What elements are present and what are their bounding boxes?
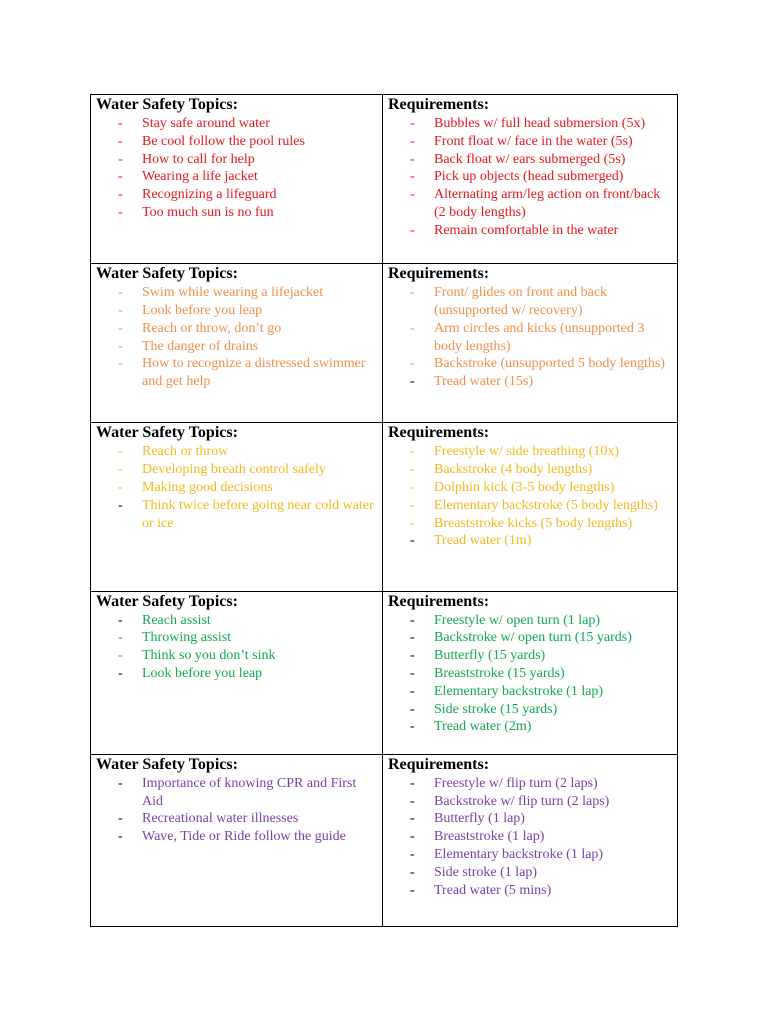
list-item: [383, 701, 677, 719]
list-item: [91, 355, 382, 391]
item-text: Backstroke (4 body lengths): [434, 462, 593, 478]
item-text: Freestyle w/ open turn (1 lap): [434, 612, 601, 628]
bullet-dash: -: [118, 204, 123, 220]
topics-heading: Water Safety Topics:: [96, 96, 238, 113]
list-item: [91, 151, 382, 169]
list-item: [383, 284, 677, 320]
bullet-dash: -: [410, 133, 415, 149]
list-item: [383, 718, 677, 736]
level-row: [91, 95, 678, 264]
item-text: Elementary backstroke (1 lap): [434, 846, 604, 862]
item-text: Be cool follow the pool rules: [142, 133, 305, 149]
water-safety-table: [90, 94, 678, 927]
requirements-cell: [383, 423, 678, 591]
list-item: [91, 204, 382, 222]
bullet-dash: -: [118, 116, 123, 131]
list-item: [91, 775, 382, 811]
topics-cell: [91, 423, 383, 591]
list-item: [91, 115, 382, 133]
item-text: Think so you don’t sink: [142, 648, 276, 664]
bullet-dash: -: [118, 829, 123, 845]
bullet-dash: -: [410, 701, 415, 717]
topics-cell: [91, 591, 383, 754]
item-text: Backstroke (unsupported 5 body lengths): [434, 356, 665, 372]
list-item: [383, 665, 677, 683]
topics-list: [91, 115, 382, 222]
bullet-dash: -: [410, 515, 415, 531]
list-item: [383, 647, 677, 665]
list-item: [91, 133, 382, 151]
bullet-dash: -: [410, 187, 415, 203]
item-text: Backstroke w/ open turn (15 yards): [434, 630, 632, 646]
list-item: [91, 828, 382, 846]
requirements-cell: [383, 754, 678, 926]
list-item: [383, 810, 677, 828]
topics-list: [91, 612, 382, 683]
bullet-dash: -: [118, 356, 123, 372]
item-text: Arm circles and kicks (unsupported 3 body lengths): [434, 320, 645, 354]
requirements-heading: Requirements:: [388, 755, 490, 773]
item-text: Breaststroke kicks (5 body lengths): [434, 515, 633, 531]
item-text: Tread water (15s): [434, 374, 534, 390]
list-item: [383, 882, 677, 900]
bullet-dash: -: [410, 775, 415, 791]
bullet-dash: -: [118, 151, 123, 167]
bullet-dash: -: [410, 846, 415, 862]
bullet-dash: -: [118, 479, 123, 495]
item-text: Think twice before going near cold water or ice: [142, 497, 374, 531]
requirements-cell: [383, 591, 678, 754]
item-text: Making good decisions: [142, 479, 273, 495]
item-text: Butterfly (1 lap): [434, 811, 525, 827]
item-text: Backstroke w/ flip turn (2 laps): [434, 793, 610, 809]
topics-list: [91, 443, 382, 532]
bullet-dash: -: [410, 151, 415, 167]
item-text: Back float w/ ears submerged (5s): [434, 151, 626, 167]
item-text: Breaststroke (1 lap): [434, 829, 545, 845]
topics-cell: [91, 95, 383, 264]
item-text: Butterfly (15 yards): [434, 648, 546, 664]
list-item: [383, 793, 677, 811]
list-item: [383, 115, 677, 133]
requirements-heading: Requirements:: [388, 265, 490, 283]
item-text: Tread water (5 mins): [434, 882, 552, 898]
bullet-dash: -: [118, 665, 123, 681]
bullet-dash: -: [118, 444, 123, 460]
bullet-dash: -: [118, 187, 123, 203]
list-item: [91, 461, 382, 479]
requirements-heading: Requirements:: [388, 424, 490, 442]
item-text: Remain comfortable in the water: [434, 222, 619, 238]
item-text: Tread water (1m): [434, 533, 532, 549]
item-text: Look before you leap: [142, 665, 263, 681]
list-item: [91, 186, 382, 204]
list-item: [91, 497, 382, 533]
bullet-dash: -: [410, 533, 415, 549]
list-item: [383, 515, 677, 533]
level-row: [91, 591, 678, 754]
list-item: [383, 532, 677, 550]
item-text: Recreational water illnesses: [142, 811, 299, 827]
bullet-dash: -: [410, 829, 415, 845]
topics-heading: Water Safety Topics:: [96, 424, 238, 442]
item-text: Pick up objects (head submerged): [434, 169, 624, 185]
list-item: [383, 828, 677, 846]
bullet-dash: -: [410, 630, 415, 646]
item-text: How to call for help: [142, 151, 255, 167]
item-text: Developing breath control safely: [142, 462, 326, 478]
bullet-dash: -: [410, 374, 415, 390]
item-text: Breaststroke (15 yards): [434, 665, 565, 681]
item-text: Front/ glides on front and back (unsupported w/ recovery): [434, 285, 608, 318]
list-item: [383, 683, 677, 701]
requirements-list: [383, 284, 677, 391]
bullet-dash: -: [410, 444, 415, 460]
bullet-dash: -: [410, 497, 415, 513]
requirements-cell: [383, 95, 678, 264]
list-item: [383, 373, 677, 391]
bullet-dash: -: [410, 222, 415, 238]
list-item: [383, 846, 677, 864]
list-item: [383, 479, 677, 497]
list-item: [91, 338, 382, 356]
list-item: [91, 810, 382, 828]
bullet-dash: -: [410, 285, 415, 301]
list-item: [383, 133, 677, 151]
list-item: [91, 168, 382, 186]
list-item: [383, 775, 677, 793]
bullet-dash: -: [410, 612, 415, 628]
item-text: Wave, Tide or Ride follow the guide: [142, 829, 346, 845]
item-text: Reach assist: [142, 612, 211, 628]
requirements-heading: Requirements:: [388, 96, 490, 113]
item-text: Freestyle w/ side breathing (10x): [434, 444, 620, 460]
bullet-dash: -: [410, 462, 415, 478]
bullet-dash: -: [410, 116, 415, 131]
topics-list: [91, 284, 382, 391]
list-item: [383, 186, 677, 222]
level-row: [91, 423, 678, 591]
bullet-dash: -: [118, 303, 123, 318]
bullet-dash: -: [118, 462, 123, 478]
topics-heading: Water Safety Topics:: [96, 592, 238, 610]
bullet-dash: -: [118, 338, 123, 354]
item-text: Dolphin kick (3-5 body lengths): [434, 479, 615, 495]
list-item: [91, 302, 382, 320]
bullet-dash: -: [118, 497, 123, 513]
list-item: [383, 629, 677, 647]
item-text: Swim while wearing a lifejacket: [142, 285, 324, 301]
bullet-dash: -: [118, 133, 123, 149]
bullet-dash: -: [410, 882, 415, 898]
item-text: Wearing a life jacket: [142, 169, 258, 185]
topics-heading: Water Safety Topics:: [96, 265, 238, 283]
bullet-dash: -: [410, 864, 415, 880]
topics-cell: [91, 264, 383, 423]
bullet-dash: -: [118, 285, 123, 301]
list-item: [383, 355, 677, 373]
item-text: Side stroke (15 yards): [434, 701, 558, 717]
list-item: [383, 320, 677, 356]
item-text: Importance of knowing CPR and First Aid: [142, 775, 357, 809]
bullet-dash: -: [118, 648, 123, 664]
topics-cell: [91, 754, 383, 926]
item-text: Recognizing a lifeguard: [142, 187, 277, 203]
item-text: Too much sun is no fun: [142, 204, 274, 220]
requirements-cell: [383, 264, 678, 423]
bullet-dash: -: [118, 320, 123, 336]
level-row: [91, 264, 678, 423]
item-text: Elementary backstroke (1 lap): [434, 683, 604, 699]
item-text: Freestyle w/ flip turn (2 laps): [434, 775, 598, 791]
requirements-list: [383, 115, 677, 240]
bullet-dash: -: [410, 479, 415, 495]
list-item: [383, 497, 677, 515]
list-item: [91, 479, 382, 497]
bullet-dash: -: [410, 648, 415, 664]
bullet-dash: -: [118, 612, 123, 628]
list-item: [91, 320, 382, 338]
topics-list: [91, 775, 382, 846]
list-item: [383, 222, 677, 240]
item-text: Elementary backstroke (5 body lengths): [434, 497, 658, 513]
item-text: Front float w/ face in the water (5s): [434, 133, 633, 149]
item-text: Tread water (2m): [434, 719, 532, 735]
bullet-dash: -: [410, 320, 415, 336]
bullet-dash: -: [118, 811, 123, 827]
item-text: Reach or throw: [142, 444, 229, 460]
bullet-dash: -: [410, 356, 415, 372]
bullet-dash: -: [410, 169, 415, 185]
requirements-list: [383, 612, 677, 737]
list-item: [91, 443, 382, 461]
requirements-heading: Requirements:: [388, 592, 490, 610]
list-item: [91, 647, 382, 665]
list-item: [91, 284, 382, 302]
item-text: Throwing assist: [142, 630, 232, 646]
bullet-dash: -: [118, 630, 123, 646]
bullet-dash: -: [410, 665, 415, 681]
bullet-dash: -: [118, 775, 123, 791]
item-text: Alternating arm/leg action on front/back (2 body lengths): [434, 187, 661, 220]
item-text: Reach or throw, don’t go: [142, 320, 282, 336]
topics-heading: Water Safety Topics:: [96, 755, 238, 773]
bullet-dash: -: [118, 169, 123, 185]
list-item: [383, 151, 677, 169]
item-text: Look before you leap: [142, 303, 263, 318]
item-text: Stay safe around water: [142, 116, 270, 131]
requirements-list: [383, 443, 677, 550]
requirements-list: [383, 775, 677, 900]
item-text: The danger of drains: [142, 338, 259, 354]
item-text: How to recognize a distressed swimmer and get help: [142, 356, 366, 390]
bullet-dash: -: [410, 683, 415, 699]
bullet-dash: -: [410, 793, 415, 809]
list-item: [383, 461, 677, 479]
list-item: [91, 612, 382, 630]
list-item: [383, 168, 677, 186]
bullet-dash: -: [410, 811, 415, 827]
list-item: [383, 443, 677, 461]
list-item: [383, 864, 677, 882]
item-text: Bubbles w/ full head submersion (5x): [434, 116, 646, 131]
list-item: [91, 629, 382, 647]
list-item: [91, 665, 382, 683]
level-row: [91, 754, 678, 926]
list-item: [383, 612, 677, 630]
item-text: Side stroke (1 lap): [434, 864, 538, 880]
bullet-dash: -: [410, 719, 415, 735]
